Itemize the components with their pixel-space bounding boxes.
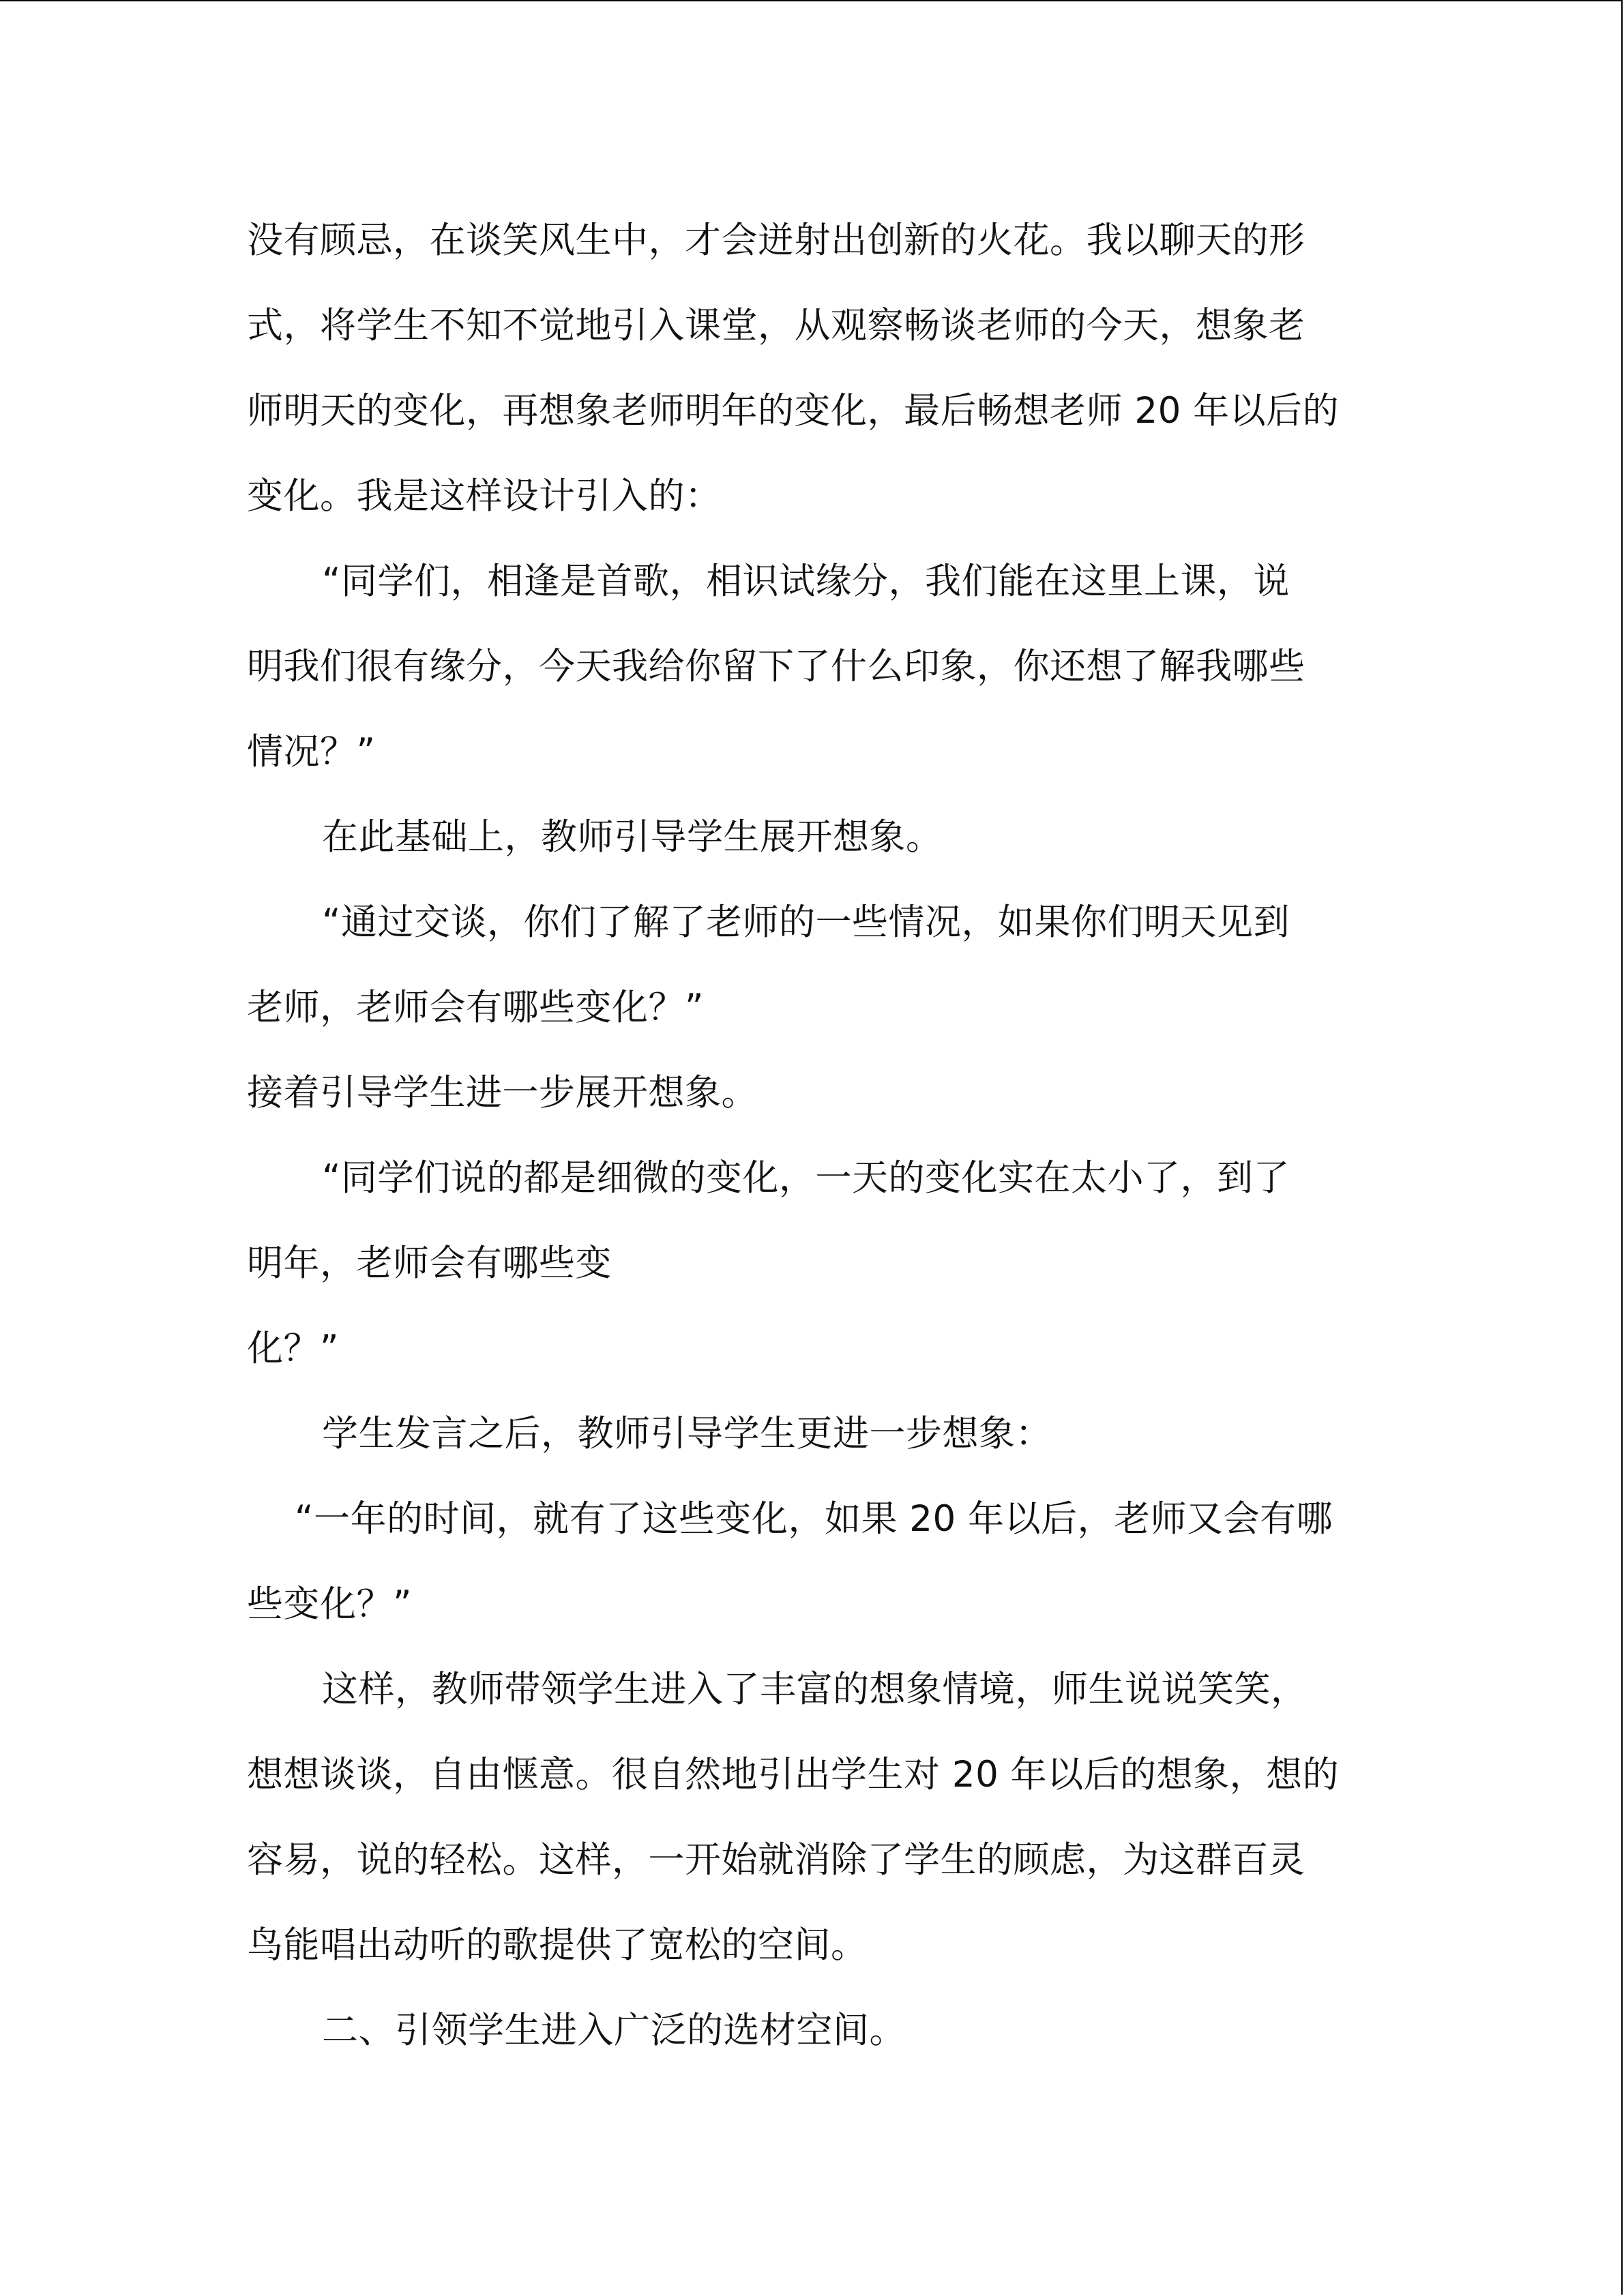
text-line: 二、引领学生进入广泛的选材空间。 (322, 2010, 906, 2051)
text-line: 鸟能唱出动听的歌提供了宽松的空间。 (247, 1924, 868, 1966)
document-body (247, 198, 1379, 2073)
text-line: 式，将学生不知不觉地引入课堂，从观察畅谈老师的今天，想象老 (247, 305, 1305, 346)
text-line: 这样，教师带领学生进入了丰富的想象情境，师生说说笑笑， (322, 1669, 1308, 1710)
text-line: 明我们很有缘分，今天我给你留下了什么印象，你还想了解我哪些 (247, 646, 1305, 687)
text-line: 容易，说的轻松。这样，一开始就消除了学生的顾虑，为这群百灵 (247, 1839, 1305, 1881)
text-line: 接着引导学生进一步展开想象。 (247, 1072, 758, 1114)
text-line: 化？” (247, 1328, 339, 1369)
text-line: 些变化？” (247, 1583, 412, 1625)
text-line: 在此基础上，教师引导学生展开想象。 (322, 816, 943, 858)
text-line: 情况？” (247, 731, 376, 773)
text-line: 明年，老师会有哪些变 (247, 1242, 612, 1284)
text-line: 学生发言之后，教师引导学生更进一步想象： (322, 1413, 1052, 1455)
text-line: 老师，老师会有哪些变化？” (247, 987, 704, 1028)
text-line: “一年的时间，就有了这些变化，如果 20 年以后，老师又会有哪 (295, 1498, 1333, 1540)
text-line: “同学们说的都是细微的变化，一天的变化实在太小了，到了 (322, 1157, 1290, 1199)
text-line: “通过交谈，你们了解了老师的一些情况，如果你们明天见到 (322, 901, 1290, 943)
text-line: “同学们，相逢是首歌，相识试缘分，我们能在这里上课，说 (322, 561, 1290, 602)
text-line: 师明天的变化，再想象老师明年的变化，最后畅想老师 20 年以后的 (247, 390, 1340, 432)
text-line: 没有顾忌，在谈笑风生中，才会迸射出创新的火花。我以聊天的形 (247, 220, 1305, 261)
text-line: 想想谈谈，自由惬意。很自然地引出学生对 20 年以后的想象，想的 (247, 1754, 1340, 1795)
text-line: 变化。我是这样设计引入的： (247, 475, 722, 517)
